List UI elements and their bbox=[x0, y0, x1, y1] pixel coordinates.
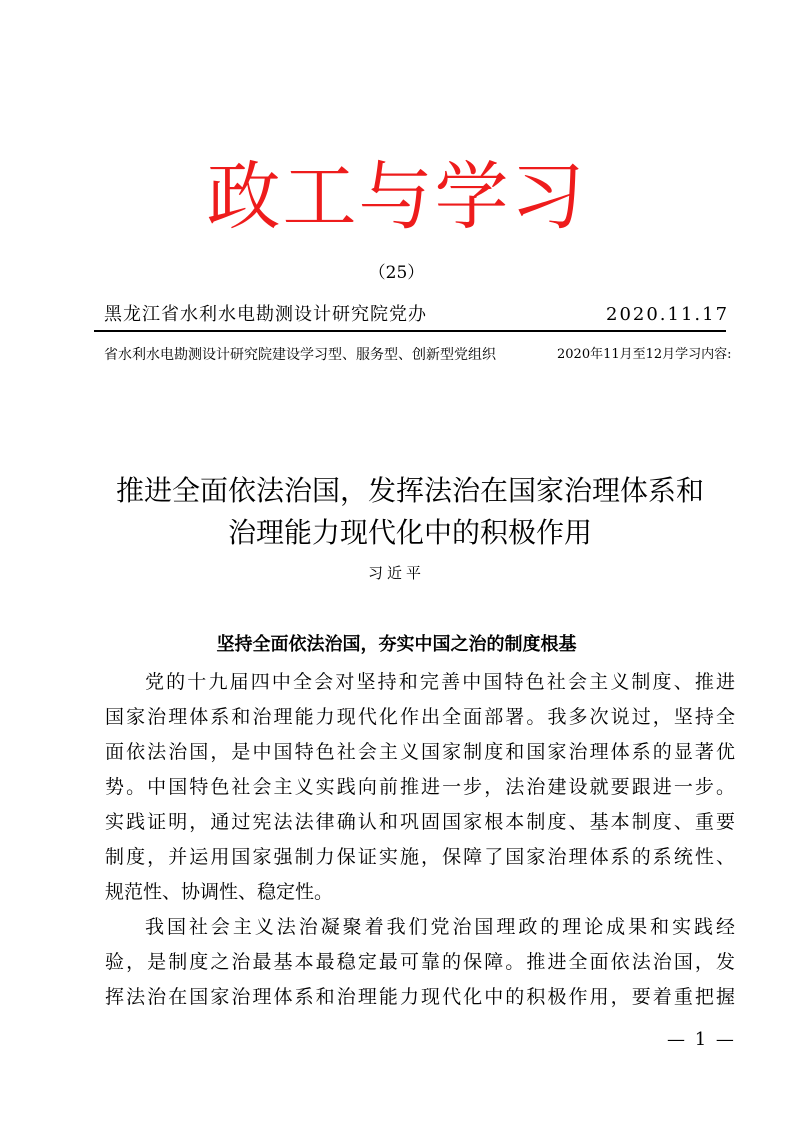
issuing-organization: 黑龙江省水利水电勘测设计研究院党办 bbox=[104, 304, 427, 325]
body-line: 我国社会主义法治凝聚着我们党治国理政的理论成果和实践经 bbox=[145, 916, 735, 938]
body-line: 验，是制度之治最基本最稳定最可靠的保障。推进全面依法治国，发 bbox=[105, 951, 735, 973]
article-title-line: 推进全面依法治国，发挥法治在国家治理体系和 bbox=[115, 474, 704, 507]
body-line: 规范性、协调性、稳定性。 bbox=[105, 881, 334, 903]
issue-date: 2020.11.17 bbox=[606, 304, 730, 325]
body-line: 面依法治国，是中国特色社会主义国家制度和国家治理体系的显著优 bbox=[105, 741, 735, 763]
article-title-line: 治理能力现代化中的积极作用 bbox=[227, 516, 592, 549]
header-divider bbox=[94, 330, 726, 332]
article-body bbox=[105, 665, 735, 1015]
body-line: 挥法治在国家治理体系和治理能力现代化中的积极作用，要着重把握 bbox=[105, 986, 735, 1008]
body-line: 势。中国特色社会主义实践向前推进一步，法治建设就要跟进一步。 bbox=[105, 776, 735, 798]
body-line: 国家治理体系和治理能力现代化作出全面部署。我多次说过，坚持全 bbox=[105, 706, 735, 728]
body-line: 制度，并运用国家强制力保证实施，保障了国家治理体系的系统性、 bbox=[105, 846, 735, 868]
section-heading: 坚持全面依法治国，夯实中国之治的制度根基 bbox=[216, 634, 577, 655]
body-line: 实践证明，通过宪法法律确认和巩固国家根本制度、基本制度、重要 bbox=[105, 811, 735, 833]
page-number: — 1 — bbox=[667, 1029, 736, 1050]
masthead-title: 政工与学习 bbox=[206, 154, 587, 240]
subheader-left: 省水利水电勘测设计研究院建设学习型、服务型、创新型党组织 bbox=[104, 347, 496, 363]
body-line: 党的十九届四中全会对坚持和完善中国特色社会主义制度、推进 bbox=[145, 671, 735, 693]
article-author: 习近平 bbox=[367, 564, 425, 582]
article-title bbox=[90, 470, 730, 554]
subheader-right: 2020年11月至12月学习内容: bbox=[557, 347, 732, 362]
issue-number: （25） bbox=[368, 263, 425, 283]
